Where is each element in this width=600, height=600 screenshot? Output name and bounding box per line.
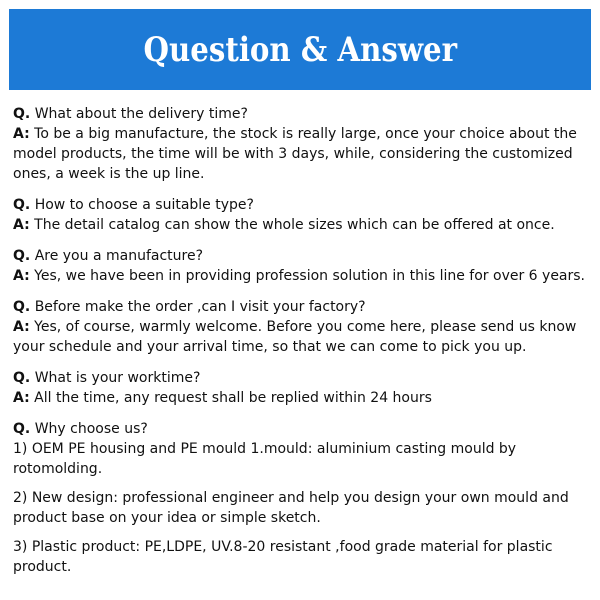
question-text: Before make the order ,can I visit your factory?: [34, 299, 366, 315]
question-text: What is your worktime?: [34, 370, 201, 386]
question-text: Are you a manufacture?: [34, 248, 204, 264]
question-prefix: Q.: [13, 248, 31, 264]
why-point: 3) Plastic product: PE,LDPE, UV.8-20 resistant ,food grade material for plastic product.: [13, 539, 553, 575]
answer-text: The detail catalog can show the whole sizes which can be offered at once.: [34, 217, 555, 233]
answer-text: All the time, any request shall be replied within 24 hours: [34, 390, 432, 406]
question: [13, 104, 587, 124]
qa-item-delivery: [13, 104, 587, 184]
qa-item-manufacture: [13, 246, 587, 286]
qa-item-worktime: [13, 368, 587, 408]
question-prefix: Q.: [13, 421, 31, 437]
answer-prefix: A:: [13, 390, 30, 406]
qa-item-visit: [13, 297, 587, 357]
answer: [13, 388, 587, 408]
header-banner: [9, 9, 591, 90]
question-prefix: Q.: [13, 106, 31, 122]
question-text: What about the delivery time?: [34, 106, 248, 122]
question-text: Why choose us?: [34, 421, 148, 437]
question: [13, 246, 587, 266]
question: [13, 195, 587, 215]
answer-prefix: A:: [13, 268, 30, 284]
answer-text: To be a big manufacture, the stock is really large, once your choice about the model products, the time will be with 3 days, while, considering the customized ones, a week is the up line.: [13, 126, 577, 182]
question: [13, 419, 587, 439]
answer: [13, 124, 587, 184]
answer-prefix: A:: [13, 319, 30, 335]
question-prefix: Q.: [13, 370, 31, 386]
answer-prefix: A:: [13, 126, 30, 142]
question: [13, 368, 587, 388]
qa-item-type: [13, 195, 587, 235]
answer: [13, 215, 587, 235]
answer-text: Yes, we have been in providing profession solution in this line for over 6 years.: [34, 268, 586, 284]
question: [13, 297, 587, 317]
question-prefix: Q.: [13, 197, 31, 213]
question-text: How to choose a suitable type?: [34, 197, 254, 213]
answer: [13, 266, 587, 286]
question-prefix: Q.: [13, 299, 31, 315]
answer-text: Yes, of course, warmly welcome. Before you come here, please send us know your schedule and your arrival time, so that we can come to pick you up.: [13, 319, 577, 355]
why-point: 1) OEM PE housing and PE mould 1.mould: aluminium casting mould by rotomolding.: [13, 441, 517, 477]
why-point: 2) New design: professional engineer and help you design your own mould and product base on your idea or simple sketch.: [13, 490, 569, 526]
answer: [13, 317, 587, 357]
answer-prefix: A:: [13, 217, 30, 233]
qa-content: [13, 104, 587, 588]
qa-item-why: [13, 419, 587, 577]
page-title: Question & Answer: [143, 29, 457, 70]
